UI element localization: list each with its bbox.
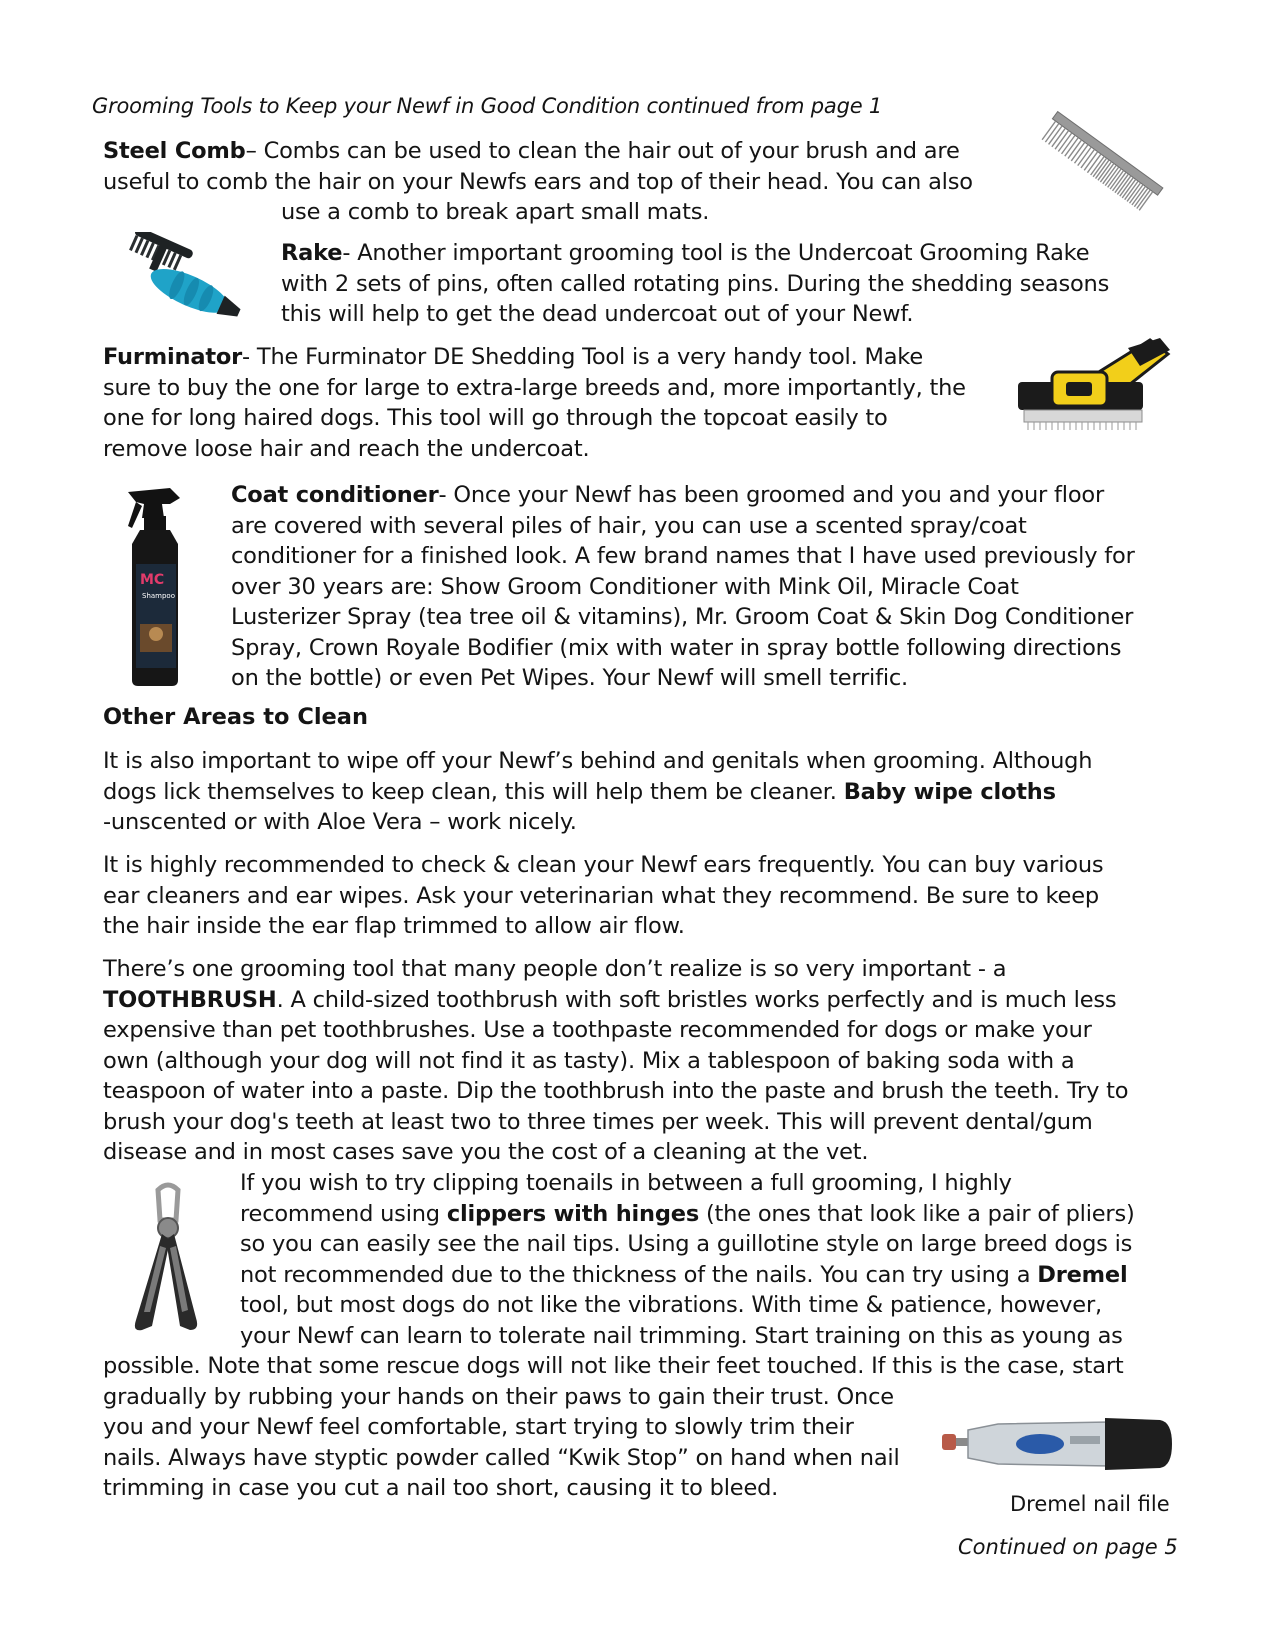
coat-conditioner-line-5: Lusterizer Spray (tea tree oil & vitamins), Mr. Groom Coat & Skin Dog Conditioner [231,604,1134,630]
rake-paragraph [281,238,1109,330]
toothbrush-line-6: brush your dog's teeth at least two to three times per week. This will prevent dental/gum [103,1108,1093,1135]
coat-conditioner-line-6: Spray, Crown Royale Bodifier (mix with water in spray bottle following directions [231,634,1122,661]
toothbrush-term: TOOTHBRUSH [103,986,277,1013]
wipe-line-3: -unscented or with Aloe Vera – work nicely. [103,809,577,835]
wipe-line-1: It is also important to wipe off your Newf’s behind and genitals when grooming. Although [103,748,1093,774]
furminator-paragraph [103,342,966,464]
toothbrush-line-3: expensive than pet toothbrushes. Use a toothpaste recommended for dogs or make your [103,1017,1092,1043]
coat-conditioner-term: Coat conditioner [231,482,439,508]
ears-line-3: the hair inside the ear flap trimmed to allow air flow. [103,913,685,939]
furminator-line-4: remove loose hair and reach the undercoat. [103,435,590,462]
furminator-image [1010,330,1175,455]
steel-comb-line-1: – Combs can be used to clean the hair out of your brush and are [245,138,960,164]
furminator-line-1: - The Furminator DE Shedding Tool is a very handy tool. Make [242,344,923,370]
steel-comb-line-3: use a comb to break apart small mats. [281,199,710,225]
bottle-label-text: Shampoo [142,592,175,600]
coat-conditioner-paragraph [231,480,1135,694]
page-header: Grooming Tools to Keep your Newf in Good Condition continued from page 1 [92,94,883,118]
nails-line-3: so you can easily see the nail tips. Using a guillotine style on large breed dogs is [240,1231,1133,1257]
toothbrush-paragraph [103,954,1128,1168]
furminator-term: Furminator [103,344,243,370]
nails-line-1: If you wish to try clipping toenails in between a full grooming, I highly [240,1170,1012,1196]
steel-comb-term: Steel Comb [103,138,246,164]
ears-line-1: It is highly recommended to check & clean your Newf ears frequently. You can buy various [103,852,1104,878]
toothbrush-line-7: disease and in most cases save you the cost of a cleaning at the vet. [103,1139,869,1165]
coat-conditioner-line-4: over 30 years are: Show Groom Conditioner with Mink Oil, Miracle Coat [231,573,1019,600]
nail-clipper-image [118,1180,218,1340]
nails-paragraph-top [240,1168,1135,1351]
rake-line-2: with 2 sets of pins, often called rotating pins. During the shedding seasons [281,270,1110,297]
dremel-image [940,1408,1175,1480]
wipe-line-2: dogs lick themselves to keep clean, this will help them be cleaner. [103,778,844,805]
nails-line-10: nails. Always have styptic powder called “Kwik Stop” on hand when nail [103,1444,900,1471]
furminator-line-3: one for long haired dogs. This tool will go through the topcoat easily to [103,405,888,431]
steel-comb-line-2: useful to comb the hair on your Newfs ears and top of their head. You can also [103,168,973,195]
toothbrush-line-1: There’s one grooming tool that many people don’t realize is so very important - a [103,956,1007,982]
rake-term: Rake [281,240,343,266]
nails-line-5: tool, but most dogs do not like the vibrations. With time & patience, however, [240,1292,1102,1318]
ears-paragraph [103,850,1103,942]
coat-conditioner-line-2: are covered with several piles of hair, you can use a scented spray/coat [231,512,1027,539]
nails-line-9: you and your Newf feel comfortable, start trying to slowly trim their [103,1414,854,1440]
bottle-brand-text: MC [140,572,165,588]
coat-conditioner-line-7: on the bottle) or even Pet Wipes. Your Newf will smell terrific. [231,665,908,691]
furminator-line-2: sure to buy the one for large to extra-large breeds and, more importantly, the [103,374,966,401]
dremel-term: Dremel [1037,1261,1128,1288]
clippers-term: clippers with hinges [446,1200,700,1227]
continued-note: Continued on page 5 [958,1535,1178,1559]
nails-line-7: possible. Note that some rescue dogs will not like their feet touched. If this is the case, start [103,1353,1124,1379]
spray-bottle-image [120,484,200,689]
coat-conditioner-line-1: - Once your Newf has been groomed and you and your floor [438,482,1105,508]
rake-line-1: - Another important grooming tool is the Undercoat Grooming Rake [342,240,1090,266]
nails-line-8: gradually by rubbing your hands on their paws to gain their trust. Once [103,1383,894,1410]
steel-comb-image [1035,100,1175,215]
rake-line-3: this will help to get the dead undercoat out of your Newf. [281,301,914,327]
baby-wipe-term: Baby wipe cloths [843,778,1056,805]
nails-line-11: trimming in case you cut a nail too short, causing it to bleed. [103,1475,779,1501]
ears-line-2: ear cleaners and ear wipes. Ask your veterinarian what they recommend. Be sure to keep [103,882,1099,909]
coat-conditioner-line-3: conditioner for a finished look. A few brand names that I have used previously for [231,543,1135,569]
undercoat-rake-image [110,232,260,327]
toothbrush-line-2: . A child-sized toothbrush with soft bristles works perfectly and is much less [276,986,1117,1013]
wipe-paragraph [103,746,1092,838]
nails-line-6: your Newf can learn to tolerate nail trimming. Start training on this as young as [240,1322,1123,1349]
toothbrush-line-4: own (although your dog will not find it as tasty). Mix a tablespoon of baking soda with a [103,1047,1075,1074]
toothbrush-line-5: teaspoon of water into a paste. Dip the toothbrush into the paste and brush the teeth. Try to [103,1078,1129,1104]
nails-line-2a: recommend using [240,1200,447,1227]
other-areas-heading: Other Areas to Clean [103,704,369,730]
nails-line-4: not recommended due to the thickness of the nails. You can try using a [240,1261,1038,1288]
nails-line-2b: (the ones that look like a pair of pliers) [699,1200,1135,1227]
dremel-caption: Dremel nail file [1010,1492,1170,1516]
steel-comb-paragraph [103,136,973,228]
